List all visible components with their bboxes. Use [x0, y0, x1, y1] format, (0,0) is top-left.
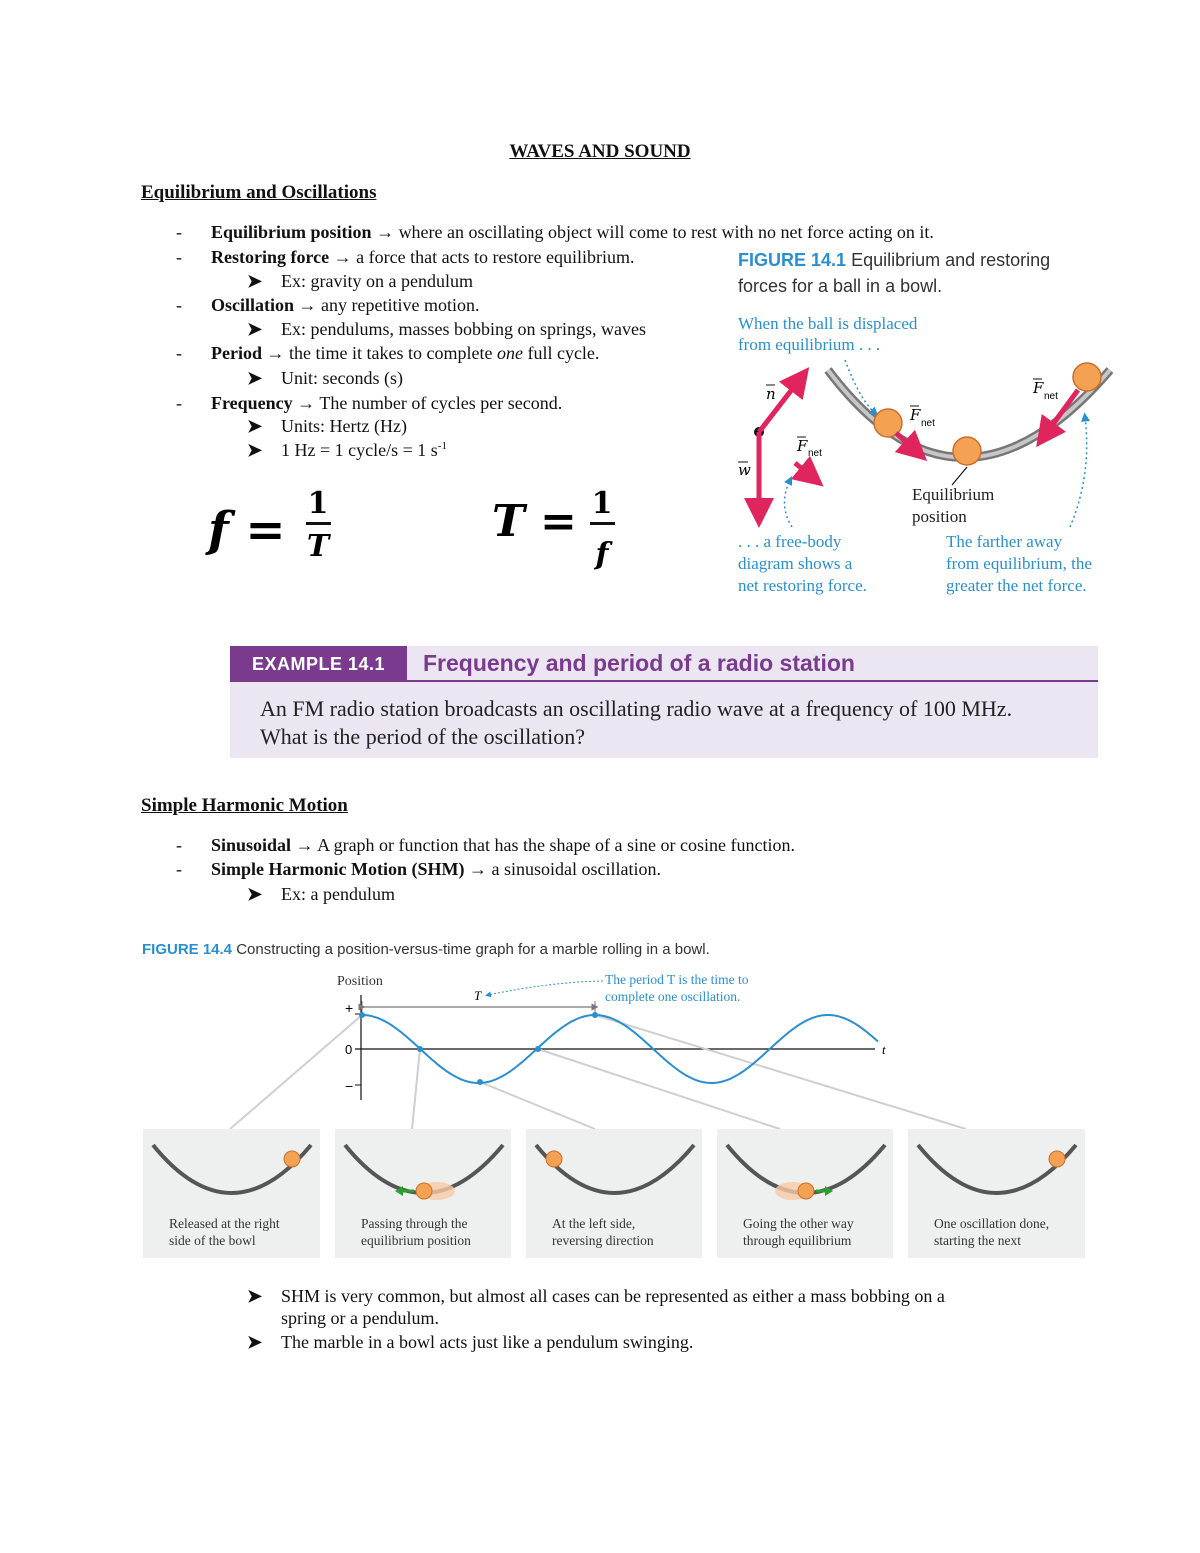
period-pointer — [488, 981, 603, 995]
caption-line: starting the next — [934, 1233, 1021, 1248]
list-dash: - — [176, 247, 182, 267]
panel-passing — [335, 1129, 511, 1258]
example-title: Frequency and period of a radio station — [423, 650, 855, 676]
note-line: The farther away — [946, 532, 1063, 551]
dotted-pointer-fbd — [784, 480, 792, 527]
closing-point — [247, 1284, 945, 1308]
list-item — [211, 222, 934, 243]
curve-point — [359, 1012, 365, 1018]
ball-far — [1073, 363, 1101, 391]
label-fnet-small: F — [910, 406, 921, 424]
note-line: greater the net force. — [946, 576, 1087, 595]
arrow-bullet-icon: ➤ — [247, 271, 263, 291]
sub-item-text: Unit: seconds (s) — [281, 368, 403, 388]
curve-point — [417, 1046, 423, 1052]
marble-icon — [416, 1183, 432, 1199]
note-line: . . . a free-body — [738, 532, 842, 551]
sub-item — [247, 271, 473, 292]
panel-released — [143, 1129, 320, 1258]
note-line: from equilibrium, the — [946, 554, 1092, 573]
marble-icon — [284, 1151, 300, 1167]
caption-line: At the left side, — [552, 1216, 636, 1231]
note-line: from equilibrium . . . — [738, 335, 881, 354]
closing-text: The marble in a bowl acts just like a pendulum swinging. — [281, 1332, 694, 1352]
panel-caption — [361, 1215, 471, 1249]
superscript: -1 — [437, 440, 447, 452]
example-tag: EXAMPLE 14.1 — [230, 646, 407, 682]
sub-item — [247, 884, 395, 905]
tick-zero: 0 — [345, 1042, 353, 1057]
note-line: diagram shows a — [738, 554, 853, 573]
list-dash: - — [176, 835, 182, 855]
term-period: Period — [211, 343, 262, 363]
panel-done — [908, 1129, 1085, 1258]
note-line: net restoring force. — [738, 576, 867, 595]
equilibrium-pointer — [952, 467, 967, 485]
term-oscillation: Oscillation — [211, 295, 295, 315]
figure-14-1-caption — [738, 250, 1050, 301]
definition-text: → The number of cycles per second. — [292, 393, 563, 413]
definition-text: full cycle. — [522, 343, 600, 363]
label-n: n — [766, 385, 776, 403]
list-dash: - — [176, 295, 182, 315]
marble-icon — [546, 1151, 562, 1167]
arrow-bullet-icon: ➤ — [247, 1286, 263, 1306]
axis-label-position: Position — [337, 974, 383, 989]
axis-label-t: t — [882, 1042, 886, 1057]
bowl-illustration — [143, 1129, 320, 1214]
note-displaced — [738, 313, 917, 355]
connector-line — [595, 1015, 966, 1129]
list-item — [211, 295, 479, 316]
arrow-bullet-icon: ➤ — [247, 319, 263, 339]
connector-line — [480, 1082, 595, 1129]
list-item — [211, 393, 562, 414]
figure-14-4-caption — [142, 941, 710, 958]
figure-caption-line: forces for a ball in a bowl. — [738, 276, 943, 296]
bowl-illustration — [717, 1129, 893, 1214]
fraction-bar — [590, 522, 615, 525]
position-time-graph — [140, 965, 1100, 1135]
label-net-sub: net — [1044, 391, 1058, 402]
sub-item-text: 1 Hz = 1 cycle/s = 1 s — [281, 440, 438, 460]
example-header — [230, 646, 1098, 682]
list-item — [211, 835, 795, 856]
panel-caption — [743, 1215, 854, 1249]
formula-T-numerator: 1 — [591, 486, 613, 521]
note-line: position — [912, 507, 967, 526]
fnet-arrow-fbd — [795, 463, 812, 477]
list-dash: - — [176, 343, 182, 363]
formula-f-numerator: 1 — [307, 486, 329, 521]
arrow-bullet-icon: ➤ — [247, 1332, 263, 1352]
curve-point — [477, 1079, 483, 1085]
figure-caption-text: Constructing a position-versus-time graph for a marble rolling in a bowl. — [236, 941, 710, 958]
period-note-line: complete one oscillation. — [605, 989, 741, 1004]
formula-f-denominator: T — [306, 529, 330, 564]
closing-point-continuation: spring or a pendulum. — [281, 1308, 439, 1328]
note-equilibrium — [912, 484, 994, 528]
curve-point — [592, 1012, 598, 1018]
figure-caption-line: Equilibrium and restoring — [851, 250, 1051, 270]
caption-line: through equilibrium — [743, 1233, 852, 1248]
caption-line: reversing direction — [552, 1233, 654, 1248]
note-line: Equilibrium — [912, 485, 995, 504]
label-fnet-large: F — [1033, 379, 1044, 397]
sub-item-text: Ex: a pendulum — [281, 884, 395, 904]
formula-T-denominator: f — [595, 537, 609, 572]
tick-minus: − — [345, 1078, 354, 1094]
period-note-line: The period T is the time to — [605, 972, 749, 987]
label-net-sub: net — [921, 418, 935, 429]
figure-label: FIGURE 14.1 — [738, 250, 847, 270]
panel-caption — [934, 1215, 1049, 1249]
bowl-illustration — [908, 1129, 1085, 1214]
definition-emphasis: one — [496, 343, 523, 363]
formula-f-lhs: f = — [208, 502, 286, 558]
arrow-bullet-icon: ➤ — [247, 440, 263, 460]
definition-text: → where an oscillating object will come to rest with no net force acting on it. — [371, 222, 934, 242]
list-dash: - — [176, 859, 182, 879]
section-heading-shm: Simple Harmonic Motion — [141, 795, 348, 816]
arrow-bullet-icon: ➤ — [247, 416, 263, 436]
term-equilibrium-position: Equilibrium position — [211, 222, 372, 242]
caption-line: side of the bowl — [169, 1233, 256, 1248]
curve-point — [535, 1046, 541, 1052]
term-restoring-force: Restoring force — [211, 247, 330, 267]
marble-icon — [1049, 1151, 1065, 1167]
bowl-illustration — [526, 1129, 702, 1214]
example-body-line: An FM radio station broadcasts an oscillating radio wave at a frequency of 100 MHz. — [260, 696, 1013, 721]
sub-item — [247, 368, 403, 389]
definition-text: → A graph or function that has the shape of a sine or cosine function. — [291, 835, 795, 855]
ball-equilibrium — [953, 437, 981, 465]
caption-line: Passing through the — [361, 1216, 468, 1231]
bowl-illustration — [335, 1129, 511, 1214]
definition-text: → a force that acts to restore equilibrium. — [329, 247, 635, 267]
label-w: w — [738, 461, 751, 479]
arrow-bullet-icon: ➤ — [247, 884, 263, 904]
sub-item-text: Units: Hertz (Hz) — [281, 416, 407, 436]
panel-other-way — [717, 1129, 893, 1258]
note-farther — [946, 531, 1092, 597]
marble-icon — [798, 1183, 814, 1199]
section-heading-equilibrium: Equilibrium and Oscillations — [141, 182, 377, 203]
list-item — [211, 859, 661, 880]
example-body-line: What is the period of the oscillation? — [260, 724, 586, 749]
formula-T-lhs: T = — [492, 496, 577, 547]
connector-line — [230, 1015, 362, 1129]
example-rule — [407, 680, 1098, 682]
panel-caption — [169, 1215, 280, 1249]
caption-line: Going the other way — [743, 1216, 854, 1231]
definition-text: → the time it takes to complete — [262, 343, 497, 363]
period-label: T — [474, 988, 482, 1003]
page-title: WAVES AND SOUND — [509, 141, 691, 162]
note-free-body — [738, 531, 867, 597]
figure-label: FIGURE 14.4 — [142, 941, 233, 958]
list-dash: - — [176, 222, 182, 242]
list-dash: - — [176, 393, 182, 413]
label-net-sub: net — [808, 448, 822, 459]
closing-point — [247, 1332, 693, 1353]
definition-text: → any repetitive motion. — [294, 295, 480, 315]
sub-item — [247, 319, 646, 340]
list-item — [211, 343, 599, 364]
caption-line: Released at the right — [169, 1216, 280, 1231]
frequency-period-formulas — [200, 478, 640, 578]
label-fnet-fbd: F — [797, 437, 808, 455]
fraction-bar — [306, 522, 331, 525]
note-line: When the ball is displaced — [738, 314, 918, 333]
closing-text: SHM is very common, but almost all cases can be represented as either a mass bobbing on a — [281, 1286, 945, 1306]
panel-caption — [552, 1215, 654, 1249]
list-item — [211, 247, 635, 268]
caption-line: equilibrium position — [361, 1233, 471, 1248]
term-frequency: Frequency — [211, 393, 293, 413]
panel-left-side — [526, 1129, 702, 1258]
sub-item — [247, 416, 407, 437]
caption-line: One oscillation done, — [934, 1216, 1050, 1231]
connector-line — [412, 1049, 420, 1129]
term-shm: Simple Harmonic Motion (SHM) — [211, 859, 465, 879]
sub-item-text: Ex: gravity on a pendulum — [281, 271, 473, 291]
term-sinusoidal: Sinusoidal — [211, 835, 292, 855]
sub-item-text: Ex: pendulums, masses bobbing on springs, waves — [281, 319, 646, 339]
definition-text: → a sinusoidal oscillation. — [464, 859, 661, 879]
tick-plus: + — [345, 1000, 354, 1016]
sub-item — [247, 440, 447, 461]
dotted-pointer-far — [1070, 417, 1087, 527]
arrow-bullet-icon: ➤ — [247, 368, 263, 388]
